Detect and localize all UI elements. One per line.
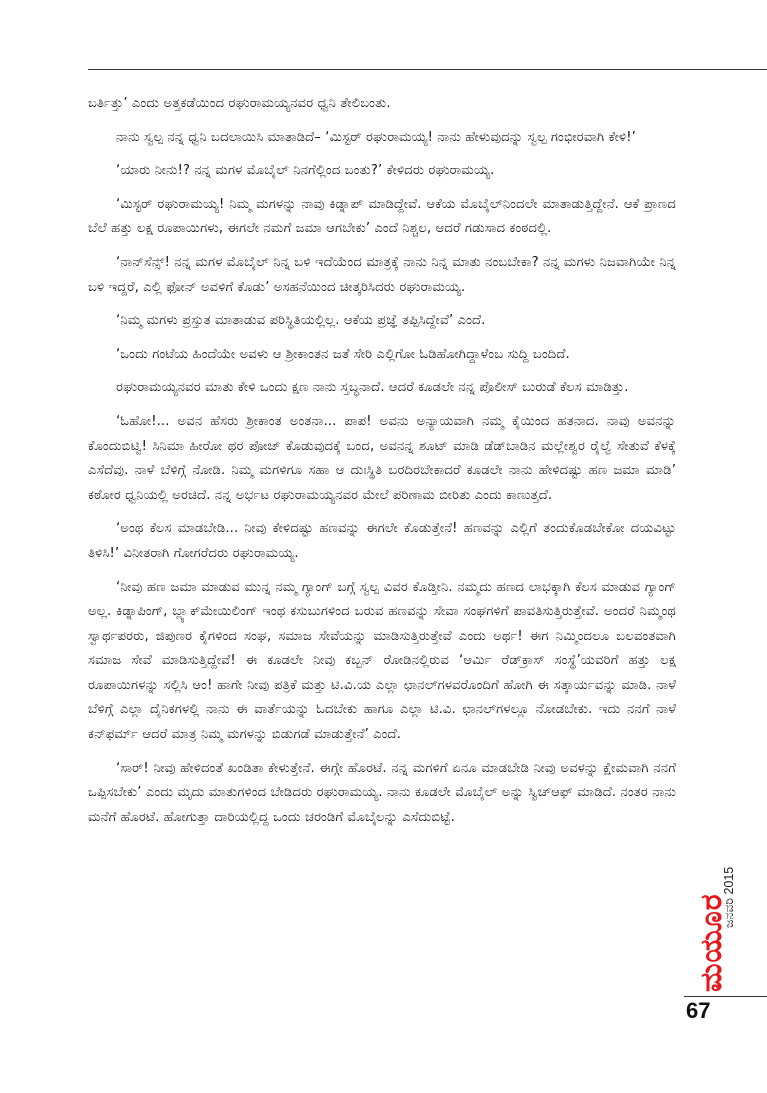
paragraph: ‘ಸಾರ್! ನೀವು ಹೇಳಿದಂತೆ ಖಂಡಿತಾ ಕೇಳುತ್ತೇನೆ. ಈಗ್ಗೇ ಹೊರಟೆ. ನನ್ನ ಮಗಳಿಗೆ ಏನೂ ಮಾಡಬೇಡಿ ನೀವು ಅವಳನ್ನು ಕ್ಷೇಮವಾಗಿ ನನಗೆ ಒಪ್ಪಿಸಬೇಕು’ ಎಂದು ಮೃದು ಮಾತುಗಳಿಂದ ಬೇಡಿದರು ರಘುರಾಮಯ್ಯ. ನಾನು ಕೂಡಲೇ ಮೊಬೈಲ್ ಅನ್ನು ಸ್ವಿಚ್‌ಆಫ್ ಮಾಡಿದೆ. ನಂತರ ನಾನು ಮನೆಗೆ ಹೊರಟೆ. ಹೋಗುತ್ತಾ ದಾರಿಯಲ್ಲಿದ್ದ ಒಂದು ಚರಂಡಿಗೆ ಮೊಬೈಲನ್ನು ಎಸೆದುಬಿಟ್ಟೆ. xyxy=(88,760,676,825)
page-number-rule xyxy=(684,996,767,997)
masthead-strip xyxy=(684,810,744,995)
page-number: 67 xyxy=(686,998,711,1023)
paragraph: ‘ನಿಮ್ಮ ಮಗಳು ಪ್ರಸ್ತುತ ಮಾತಾಡುವ ಪರಿಸ್ಥಿತಿಯಲ್ಲಿಲ್ಲ. ಆಕೆಯ ಪ್ರಜ್ಞೆ ತಪ್ಪಿಸಿದ್ದೇವೆ’ ಎಂದೆ. xyxy=(116,313,486,329)
paragraph: ‘ನಾನ್‌ಸೆನ್ಸ್! ನನ್ನ ಮಗಳ ಮೊಬೈಲ್ ನಿನ್ನ ಬಳಿ ಇದೆಯೆಂದ ಮಾತ್ರಕ್ಕೆ ನಾನು ನಿನ್ನ ಮಾತು ನಂಬಬೇಕಾ? ನನ್ನ ಮಗಳು ನಿಜವಾಗಿಯೇ ನಿನ್ನ ಬಳಿ ಇದ್ದರೆ, ಎಲ್ಲಿ ಫೋನ್ ಅವಳಿಗೆ ಕೊಡು’ ಅಸಹನೆಯಿಂದ ಚೀತ್ಕರಿಸಿದರು ರಘುರಾಮಯ್ಯ. xyxy=(88,254,676,295)
paragraph: ‘ಯಾರು ನೀನು!? ನನ್ನ ಮಗಳ ಮೊಬೈಲ್ ನಿನಗೆಲ್ಲಿಂದ ಬಂತು?’ ಕೇಳಿದರು ರಘುರಾಮಯ್ಯ. xyxy=(116,163,495,179)
magazine-logo: ಮಯೂರ xyxy=(694,893,729,992)
paragraph: ‘ಒಂದು ಗಂಟೆಯ ಹಿಂದೆಯೇ ಅವಳು ಆ ಶ್ರೀಕಾಂತನ ಜತೆ ಸೇರಿ ಎಲ್ಲಿಗೋ ಓಡಿಹೋಗಿದ್ದಾಳೆಂಬ ಸುದ್ದಿ ಬಂದಿದೆ. xyxy=(116,346,570,362)
paragraph: ಬರ್ತಿತ್ತು’ ಎಂದು ಅತ್ತಕಡೆಯಿಂದ ರಘುರಾಮಯ್ಯನವರ ಧ್ವನಿ ತೇಲಿಬಂತು. xyxy=(88,96,391,111)
paragraph: ‘ಮಿಸ್ಟರ್ ರಘುರಾಮಯ್ಯ! ನಿಮ್ಮ ಮಗಳನ್ನು ನಾವು ಕಿಡ್ನಾಪ್ ಮಾಡಿದ್ದೇವೆ. ಆಕೆಯ ಮೊಬೈಲ್‌ನಿಂದಲೇ ಮಾತಾಡುತ್ತಿದ್ದೇನೆ. ಆಕೆ ಪ್ರಾಣದ ಬೆಲೆ ಹತ್ತು ಲಕ್ಷ ರೂಪಾಯಿಗಳು, ಈಗಲೇ ನಮಗೆ ಜಮಾ ಆಗಬೇಕು’ ಎಂದೆ ನಿಶ್ಚಲ, ಆದರೆ ಗಡುಸಾದ ಕಂಠದಲ್ಲಿ. xyxy=(88,196,676,237)
top-rule xyxy=(88,69,767,70)
paragraph: ‘ಓಹೋ!... ಅವನ ಹೆಸರು ಶ್ರೀಕಾಂತ ಅಂತನಾ... ಪಾಪ! ಅವನು ಅನ್ಯಾಯವಾಗಿ ನಮ್ಮ ಕೈಯಿಂದ ಹತನಾದ. ನಾವು ಅವನನ್ನು ಕೊಂದುಬಿಟ್ವಿ! ಸಿನಿಮಾ ಹೀರೋ ಥರ ಪೋಜ್ ಕೊಡುವುದಕ್ಕೆ ಬಂದ, ಅವನನ್ನ ಶೂಟ್ ಮಾಡಿ ಡೆಡ್‌ಬಾಡಿನ ಮಲ್ಲೇಶ್ವರ ರೈಲ್ವೆ ಸೇತುವೆ ಕೆಳಕ್ಕೆ ಎಸೆದೆವು. ನಾಳೆ ಬೆಳಿಗ್ಗೆ ನೋಡಿ. ನಿಮ್ಮ ಮಗಳಿಗೂ ಸಹಾ ಆ ದುಃಸ್ಥಿತಿ ಬರದಿರಬೇಕಾದರೆ ಕೂಡಲೇ ನಾನು ಹೇಳಿದಷ್ಟು ಹಣ ಜಮಾ ಮಾಡಿ’ ಕಠೋರ ಧ್ವನಿಯಲ್ಲಿ ಅರಚಿದೆ. ನನ್ನ ಅರ್ಭಟ ರಘುರಾಮಯ್ಯನವರ ಮೇಲೆ ಪರಿಣಾಮ ಬೀರಿತು ಎಂದು ಕಾಣುತ್ತದೆ. xyxy=(88,413,676,503)
issue-date: ಜನವರಿ 2015 xyxy=(722,866,736,928)
paragraph: ‘ನೀವು ಹಣ ಜಮಾ ಮಾಡುವ ಮುನ್ನ ನಮ್ಮ ಗ್ಯಾಂಗ್ ಬಗ್ಗೆ ಸ್ವಲ್ಪ ವಿವರ ಕೊಡ್ತೀನಿ. ನಮ್ಮದು ಹಣದ ಲಾಭಕ್ಕಾಗಿ ಕೆಲಸ ಮಾಡುವ ಗ್ಯಾಂಗ್ ಅಲ್ಲ. ಕಿಡ್ನಾಪಿಂಗ್, ಬ್ಲ್ಯಾಕ್‌ಮೇಯಿಲಿಂಗ್ ಇಂಥ ಕಸುಬುಗಳಿಂದ ಬರುವ ಹಣವನ್ನು ಸೇವಾ ಸಂಘಗಳಿಗೆ ಪಾವತಿಸುತ್ತಿರುತ್ತೇವೆ. ಅಂದರೆ ನಿಮ್ಮಂಥ ಸ್ವಾರ್ಥಪರರು, ಜಿಪುಣರ ಕೈಗಳಿಂದ ಸಂಘ, ಸಮಾಜ ಸೇವೆಯನ್ನು ಮಾಡಿಸುತ್ತಿರುತ್ತೇವೆ ಎಂದು ಅರ್ಥ! ಈಗ ನಿಮ್ಮಿಂದಲೂ ಬಲವಂತವಾಗಿ ಸಮಾಜ ಸೇವೆ ಮಾಡಿಸುತ್ತಿದ್ದೇವೆ! ಈ ಕೂಡಲೇ ನೀವು ಕಬ್ಬನ್ ರೋಡಿನಲ್ಲಿರುವ ‘ಆರ್ಮಿ ರೆಡ್‌ಕ್ರಾಸ್ ಸಂಸ್ಥೆ’ಯವರಿಗೆ ಹತ್ತು ಲಕ್ಷ ರೂಪಾಯಿಗಳನ್ನು ಸಲ್ಲಿಸಿ ಆಂ! ಹಾಗೇ ನೀವು ಪತ್ರಿಕೆ ಮತ್ತು ಟಿ.ವಿ.ಯ ಎಲ್ಲಾ ಛಾನಲ್‌ಗಳವರೊಂದಿಗೆ ಹೋಗಿ ಈ ಸತ್ಕಾರ್ಯವನ್ನು ಮಾಡಿ. ನಾಳೆ ಬೆಳಿಗ್ಗೆ ಎಲ್ಲಾ ದೈನಿಕಗಳಲ್ಲಿ ನಾನು ಈ ವಾರ್ತೆಯನ್ನು ಓದಬೇಕು ಹಾಗೂ ಎಲ್ಲಾ ಟಿ.ವಿ. ಛಾನಲ್‌ಗಳಲ್ಲೂ ನೋಡಬೇಕು. ಇದು ನನಗೆ ನಾಳೆ ಕನ್‌ಫರ್ಮ್ ಆದರೆ ಮಾತ್ರ ನಿಮ್ಮ ಮಗಳನ್ನು ಬಿಡುಗಡೆ ಮಾಡುತ್ತೇನೆ’ ಎಂದೆ. xyxy=(88,579,676,743)
article-body xyxy=(88,92,676,839)
paragraph: ನಾನು ಸ್ವಲ್ಪ ನನ್ನ ಧ್ವನಿ ಬದಲಾಯಿಸಿ ಮಾತಾಡಿದೆ– ‘ಮಿಸ್ಟರ್ ರಘುರಾಮಯ್ಯ! ನಾನು ಹೇಳುವುದನ್ನು ಸ್ವಲ್ಪ ಗಂಭೀರವಾಗಿ ಕೇಳಿ!’ xyxy=(116,129,636,145)
paragraph: ‘ಅಂಥ ಕೆಲಸ ಮಾಡಬೇಡಿ... ನೀವು ಕೇಳಿದಷ್ಟು ಹಣವನ್ನು ಈಗಲೇ ಕೊಡುತ್ತೇನೆ! ಹಣವನ್ನು ಎಲ್ಲಿಗೆ ತಂದುಕೊಡಬೇಕೋ ದಯವಿಟ್ಟು ತಿಳಿಸಿ!’ ವಿನೀತರಾಗಿ ಗೋಗರೆದರು ರಘುರಾಮಯ್ಯ. xyxy=(88,521,676,561)
paragraph: ರಘುರಾಮಯ್ಯನವರ ಮಾತು ಕೇಳಿ ಒಂದು ಕ್ಷಣ ನಾನು ಸ್ತಬ್ಧನಾದೆ. ಆದರೆ ಕೂಡಲೇ ನನ್ನ ಪೊಲೀಸ್ ಬುರುಡೆ ಕೆಲಸ ಮಾಡಿತ್ತು. xyxy=(116,380,629,396)
